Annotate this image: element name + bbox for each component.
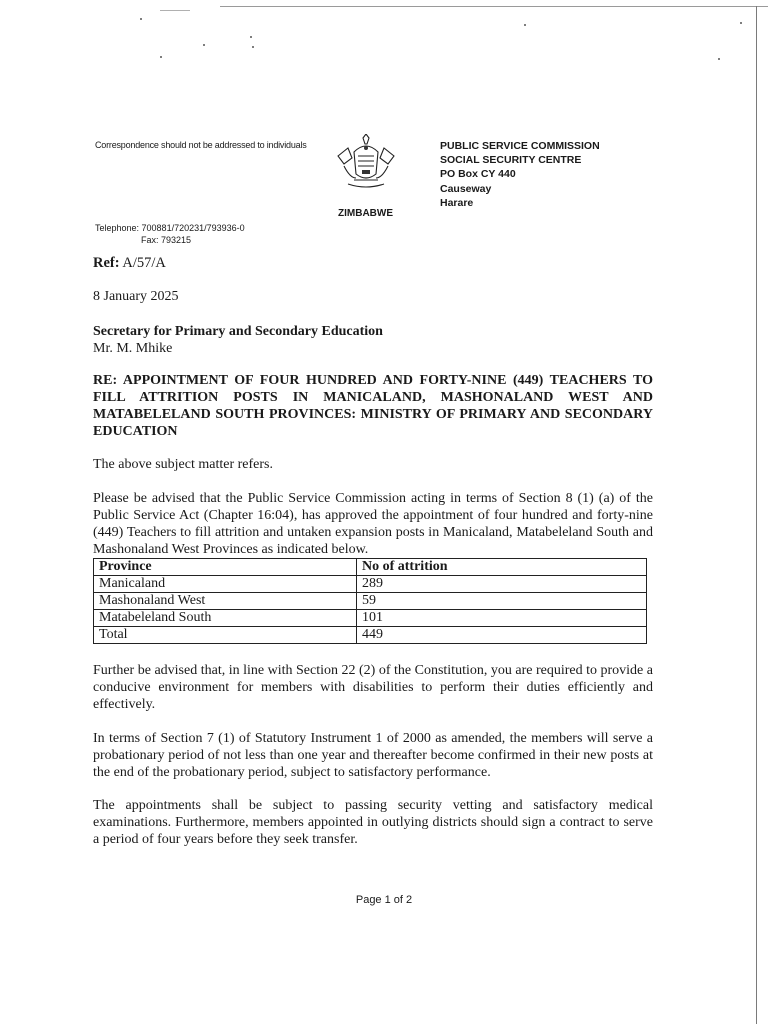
coat-of-arms-emblem [334,134,398,194]
paragraph-approval: Please be advised that the Public Service Commission acting in terms of Section 8 (1) (a) of the Public Service Act (Chapter 16:04), has approved the appointment of four hundred and forty-nine (449) Teachers to fill attrition and untaken expansion posts in Manicaland, Matabeleland South and Mashonaland West Provinces as indicated below. [93,491,653,557]
table-row-total [94,627,647,644]
sender-address [440,139,600,210]
contact-info [95,222,245,246]
scan-speck [252,46,254,48]
column-header-attrition: No of attrition [357,559,647,576]
column-header-province: Province [94,559,357,576]
scan-edge [160,10,190,11]
correspondence-notice: Correspondence should not be addressed to individuals [95,140,307,150]
scan-speck [203,44,205,46]
country-label: ZIMBABWE [338,208,393,219]
paragraph-intro: The above subject matter refers. [93,457,273,472]
table-header-row [94,559,647,576]
scan-speck [160,56,162,58]
recipient-name: Mr. M. Mhike [93,341,173,356]
scan-edge [756,6,757,1024]
address-line: PUBLIC SERVICE COMMISSION [440,140,600,152]
page-number: Page 1 of 2 [355,894,413,906]
scan-speck [140,18,142,20]
address-line: PO Box CY 440 [440,168,516,181]
attrition-cell: 289 [357,576,647,593]
reference [93,255,166,272]
scan-edge [220,6,768,7]
recipient-block [93,323,383,357]
address-line: Causeway [440,182,492,195]
letter-date: 8 January 2025 [93,289,179,304]
table-row [94,576,647,593]
subject-line: RE: APPOINTMENT OF FOUR HUNDRED AND FORTY-NINE (449) TEACHERS TO FILL ATTRITION POSTS IN MANICALAND, MASHONALAND WEST AND MATABELELAND SOUTH PROVINCES: MINISTRY OF PRIMARY AND SECONDARY EDUCATION [93,373,653,439]
paragraph-disabilities: Further be advised that, in line with Section 22 (2) of the Constitution, you are required to provide a conducive environment for members with disabilities to perform their duties efficiently and effectively. [93,663,653,712]
fax-line: Fax: 793215 [141,235,192,245]
province-cell: Total [94,627,357,644]
attrition-cell: 101 [357,610,647,627]
telephone-line: Telephone: 700881/720231/793936-0 [95,223,245,233]
recipient-title: Secretary for Primary and Secondary Education [93,324,383,339]
scan-speck [250,36,252,38]
table-row [94,593,647,610]
scan-speck [718,58,720,60]
attrition-cell: 449 [357,627,647,644]
reference-value: A/57/A [122,255,166,271]
province-cell: Manicaland [94,576,357,593]
scan-speck [524,24,526,26]
paragraph-vetting: The appointments shall be subject to passing security vetting and satisfactory medical examinations. Furthermore, members appointed in outlying districts should sign a contract to serve a period of four years before they seek transfer. [93,798,653,847]
reference-label: Ref: [93,255,120,271]
address-line: Harare [440,196,474,209]
attrition-table [93,558,647,644]
scan-speck [740,22,742,24]
province-cell: Mashonaland West [94,593,357,610]
address-line: SOCIAL SECURITY CENTRE [440,154,582,167]
paragraph-probation: In terms of Section 7 (1) of Statutory Instrument 1 of 2000 as amended, the members will serve a probationary period of not less than one year and thereafter become confirmed in their new posts at the end of the probationary period, subject to satisfactory performance. [93,731,653,780]
province-cell: Matabeleland South [94,610,357,627]
attrition-cell: 59 [357,593,647,610]
table-row [94,610,647,627]
